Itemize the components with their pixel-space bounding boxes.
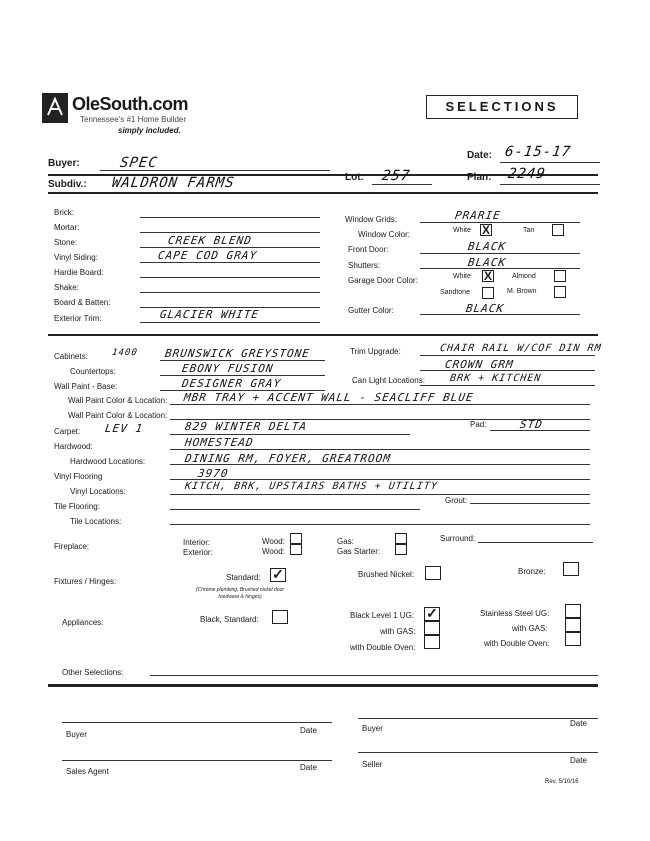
fp-wood1-checkbox[interactable]	[290, 533, 302, 544]
revision: Rev. 5/10/16	[545, 779, 579, 785]
buyer2-label: Buyer	[362, 724, 383, 733]
garage-door-label: Garage Door Color:	[348, 276, 418, 285]
ss-gas-label: with GAS:	[512, 624, 548, 633]
hardwood-label: Hardwood:	[54, 442, 93, 451]
trim-upgrade-value2: CROWN GRM	[444, 358, 515, 371]
carpet-level: LEV 1	[104, 422, 145, 435]
section-divider	[48, 334, 598, 336]
vinyl-floor-value: 3970	[197, 467, 230, 480]
sales-agent-label: Sales Agent	[66, 767, 109, 776]
black-l1-check: ✓	[426, 605, 438, 621]
garage-sandtone-label: Sandtone	[440, 289, 470, 296]
black-gas-label: with GAS:	[380, 627, 416, 636]
brushed-nickel-label: Brushed Nickel:	[358, 570, 415, 579]
fixtures-standard-label: Standard:	[226, 573, 261, 582]
subdiv-value: WALDRON FARMS	[110, 175, 236, 191]
date1-label: Date	[300, 726, 317, 735]
fp-wood1-label: Wood:	[262, 537, 285, 546]
window-color-label: Window Color:	[358, 230, 411, 239]
window-white-check: X	[481, 223, 490, 237]
stone-value: CREEK BLEND	[167, 234, 253, 247]
garage-white-label: White	[453, 273, 471, 280]
fp-surround-label: Surround:	[440, 534, 476, 543]
date2-label: Date	[570, 719, 587, 728]
garage-white-check: X	[483, 269, 492, 283]
logo-icon	[42, 93, 68, 123]
wall-loc1-value: MBR TRAY + ACCENT WALL - SEACLIFF BLUE	[183, 391, 475, 404]
lot-label: Lot:	[345, 172, 364, 183]
window-tan-label: Tan	[523, 227, 535, 234]
date-value: 6-15-17	[503, 144, 573, 160]
garage-sandtone-checkbox[interactable]	[482, 287, 494, 299]
batten-label: Board & Batten:	[54, 298, 111, 307]
bronze-checkbox[interactable]	[563, 562, 579, 576]
fireplace-label: Fireplace:	[54, 542, 90, 551]
lot-value: 257	[380, 168, 412, 184]
window-grids-label: Window Grids:	[345, 215, 398, 224]
shutters-value: BLACK	[467, 256, 508, 269]
cabinets-code: 1400	[111, 348, 139, 358]
ext-trim-value: GLACIER WHITE	[159, 308, 261, 321]
brand-slogan: simply included.	[118, 126, 181, 135]
buyer-value: SPEC	[118, 155, 159, 171]
gutter-label: Gutter Color:	[348, 306, 394, 315]
fp-gas-label: Gas:	[337, 537, 354, 546]
garage-mbrown-checkbox[interactable]	[554, 286, 566, 298]
trim-upgrade-label: Trim Upgrade:	[350, 347, 401, 356]
wall-base-label: Wall Paint - Base:	[54, 382, 118, 391]
wall-base-value: DESIGNER GRAY	[181, 377, 283, 390]
tile-loc-label: Tile Locations:	[70, 517, 122, 526]
pad-label: Pad:	[470, 420, 487, 429]
buyer-label: Buyer:	[48, 158, 80, 169]
fp-gas-starter-checkbox[interactable]	[395, 544, 407, 555]
hardwood-loc-label: Hardwood Locations:	[70, 457, 146, 466]
fp-exterior-label: Exterior:	[183, 548, 213, 557]
can-light-value: BRK + KITCHEN	[449, 373, 543, 384]
trim-upgrade-value: CHAIR RAIL W/COF DIN RM	[439, 343, 603, 354]
tile-label: Tile Flooring:	[54, 502, 100, 511]
plan-label: Plan:	[467, 172, 492, 183]
black-l1-label: Black Level 1 UG:	[350, 611, 415, 620]
fp-gas-checkbox[interactable]	[395, 533, 407, 544]
page-title: SELECTIONS	[426, 95, 578, 119]
carpet-label: Carpet:	[54, 427, 81, 436]
stainless-label: Stainless Steel UG:	[480, 609, 550, 618]
date4-label: Date	[570, 756, 587, 765]
grout-label: Grout:	[445, 496, 468, 505]
vinyl-loc-value: KITCH, BRK, UPSTAIRS BATHS + UTILITY	[184, 481, 439, 492]
vinyl-siding-label: Vinyl Siding:	[54, 253, 98, 262]
carpet-value: 829 WINTER DELTA	[184, 420, 308, 433]
black-std-label: Black, Standard:	[200, 615, 259, 624]
wall-loc2-label: Wall Paint Color & Location:	[68, 411, 168, 420]
brand-tagline: Tennessee's #1 Home Builder	[80, 115, 187, 124]
ext-trim-label: Exterior Trim:	[54, 314, 102, 323]
ss-gas-checkbox[interactable]	[565, 618, 581, 632]
appliances-label: Appliances:	[62, 618, 104, 627]
mortar-label: Mortar:	[54, 223, 80, 232]
window-grids-value: PRARIE	[454, 209, 502, 222]
fp-gas-starter-label: Gas Starter:	[337, 547, 381, 556]
fixtures-note: (Chrome plumbing, Brushed nickel door hardware & hinges)	[195, 587, 285, 600]
ss-double-checkbox[interactable]	[565, 632, 581, 646]
countertops-label: Countertops:	[70, 367, 116, 376]
garage-almond-checkbox[interactable]	[554, 270, 566, 282]
fp-wood2-label: Wood:	[262, 547, 285, 556]
shutters-label: Shutters:	[348, 261, 381, 270]
gutter-value: BLACK	[465, 302, 506, 315]
can-light-label: Can Light Locations:	[352, 376, 425, 385]
garage-almond-label: Almond	[512, 273, 536, 280]
black-gas-checkbox[interactable]	[424, 621, 440, 635]
vinyl-siding-value: CAPE COD GRAY	[157, 249, 259, 262]
black-double-checkbox[interactable]	[424, 635, 440, 649]
plan-value: 2249	[506, 166, 547, 182]
footer-divider	[48, 684, 598, 687]
front-door-label: Front Door:	[348, 245, 389, 254]
stone-label: Stone:	[54, 238, 78, 247]
fixtures-label: Fixtures / Hinges:	[54, 577, 117, 586]
fp-wood2-checkbox[interactable]	[290, 544, 302, 555]
date3-label: Date	[300, 763, 317, 772]
hardwood-loc-value: DINING RM, FOYER, GREATROOM	[184, 452, 392, 465]
hardie-label: Hardie Board:	[54, 268, 104, 277]
shake-label: Shake:	[54, 283, 79, 292]
vinyl-floor-label: Vinyl Flooring	[54, 472, 103, 481]
countertops-value: EBONY FUSION	[181, 362, 275, 375]
black-double-label: with Double Oven:	[350, 643, 416, 652]
fixtures-standard-check: ✓	[272, 566, 284, 582]
fp-interior-label: Interior:	[183, 538, 211, 547]
subdiv-label: Subdiv.:	[48, 179, 87, 190]
ss-double-label: with Double Oven:	[484, 639, 550, 648]
window-tan-checkbox[interactable]	[552, 224, 564, 236]
stainless-checkbox[interactable]	[565, 604, 581, 618]
other-selections-label: Other Selections:	[62, 668, 124, 677]
garage-mbrown-label: M. Brown	[507, 288, 537, 295]
vinyl-loc-label: Vinyl Locations:	[70, 487, 126, 496]
black-std-checkbox[interactable]	[272, 610, 288, 624]
brand-name: OleSouth.com	[72, 94, 189, 114]
window-white-label: White	[453, 227, 471, 234]
bronze-label: Bronze:	[518, 567, 546, 576]
cabinets-label: Cabinets:	[54, 352, 88, 361]
cabinets-value: BRUNSWICK GREYSTONE	[164, 347, 311, 360]
hardwood-value: HOMESTEAD	[184, 436, 255, 449]
front-door-value: BLACK	[467, 240, 508, 253]
pad-value: STD	[519, 418, 544, 431]
buyer1-label: Buyer	[66, 730, 87, 739]
date-label: Date:	[467, 150, 493, 161]
brick-label: Brick:	[54, 208, 74, 217]
seller-label: Seller	[362, 760, 383, 769]
brushed-nickel-checkbox[interactable]	[425, 566, 441, 580]
wall-loc1-label: Wall Paint Color & Location:	[68, 396, 168, 405]
